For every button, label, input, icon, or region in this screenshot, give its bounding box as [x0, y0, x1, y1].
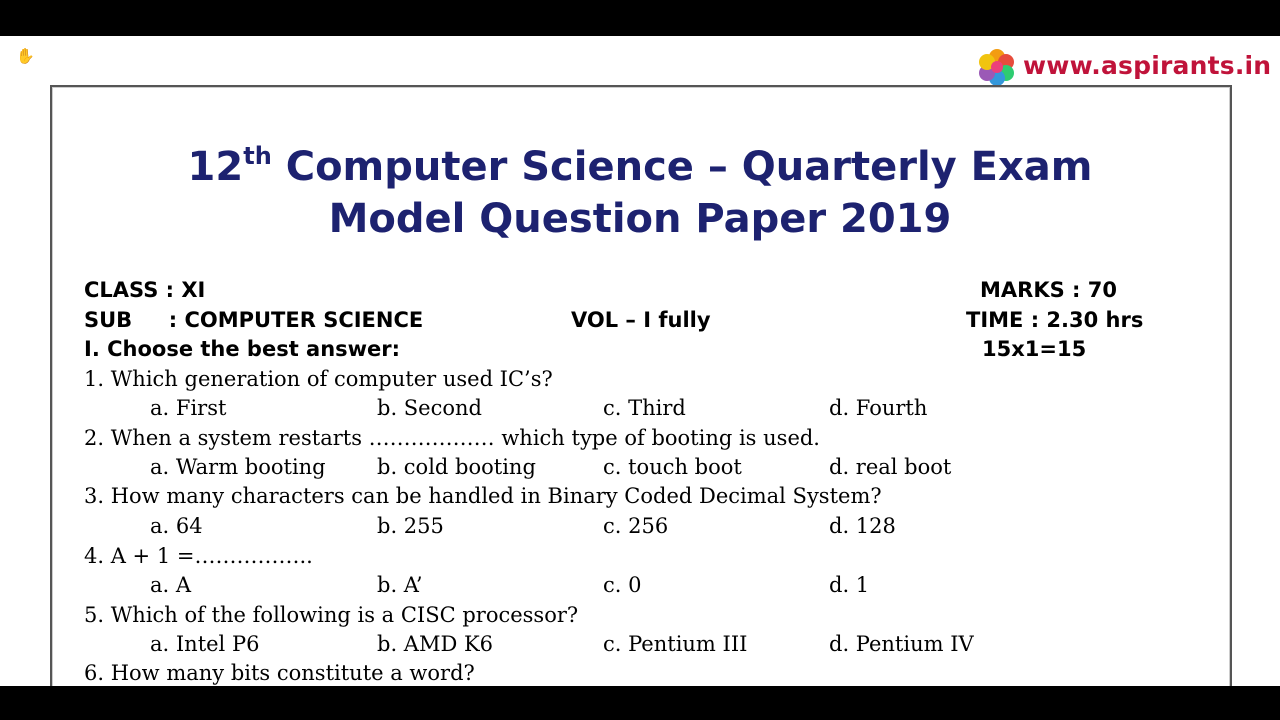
question-text: 6. How many bits constitute a word? — [84, 661, 475, 685]
question-text: 2. When a system restarts ……………… which type of booting is used. — [84, 426, 820, 450]
option-c: c. 0 — [603, 573, 642, 597]
option-b: b. Second — [377, 396, 482, 420]
class-label: CLASS : XI — [84, 278, 206, 302]
flower-logo-icon — [975, 45, 1019, 89]
option-c: c. 256 — [603, 514, 669, 538]
option-c: c. touch boot — [603, 455, 742, 479]
title-subject: Computer Science – Quarterly Exam — [271, 144, 1093, 190]
question-text: 4. A + 1 =…………….. — [84, 544, 313, 568]
question-text: 5. Which of the following is a CISC processor? — [84, 603, 579, 627]
option-a: a. A — [150, 573, 192, 597]
question-text: 3. How many characters can be handled in Binary Coded Decimal System? — [84, 484, 882, 508]
option-a: a. Warm booting — [150, 455, 326, 479]
option-a: a. Intel P6 — [150, 632, 260, 656]
title-grade-suffix: th — [243, 142, 272, 170]
website-url: www.aspirants.in — [1023, 51, 1272, 80]
hand-cursor-icon: ✋ — [16, 47, 35, 65]
section-heading: I. Choose the best answer: — [84, 337, 401, 361]
option-a: a. First — [150, 396, 227, 420]
option-c: c. Pentium III — [603, 632, 748, 656]
option-b: b. A’ — [377, 573, 423, 597]
question-text: 1. Which generation of computer used IC’s? — [84, 367, 553, 391]
option-a: a. 64 — [150, 514, 203, 538]
option-b: b. 255 — [377, 514, 444, 538]
site-logo — [975, 45, 1275, 89]
top-letterbox — [0, 0, 1280, 36]
volume-label: VOL – I fully — [571, 308, 711, 332]
option-b: b. AMD K6 — [377, 632, 494, 656]
option-d: d. Fourth — [829, 396, 928, 420]
option-d: d. 1 — [829, 573, 870, 597]
subject-label: SUB : COMPUTER SCIENCE — [84, 308, 424, 332]
option-d: d. real boot — [829, 455, 952, 479]
time-label: TIME : 2.30 hrs — [966, 308, 1144, 332]
option-b: b. cold booting — [377, 455, 536, 479]
marks-label: MARKS : 70 — [980, 278, 1117, 302]
bottom-letterbox — [0, 686, 1280, 720]
title-grade: 12 — [187, 144, 244, 190]
paper-title-line1 — [0, 144, 1280, 190]
option-d: d. Pentium IV — [829, 632, 974, 656]
paper-title-line2: Model Question Paper 2019 — [328, 196, 952, 242]
section-marks: 15x1=15 — [982, 337, 1087, 361]
option-c: c. Third — [603, 396, 686, 420]
option-d: d. 128 — [829, 514, 896, 538]
